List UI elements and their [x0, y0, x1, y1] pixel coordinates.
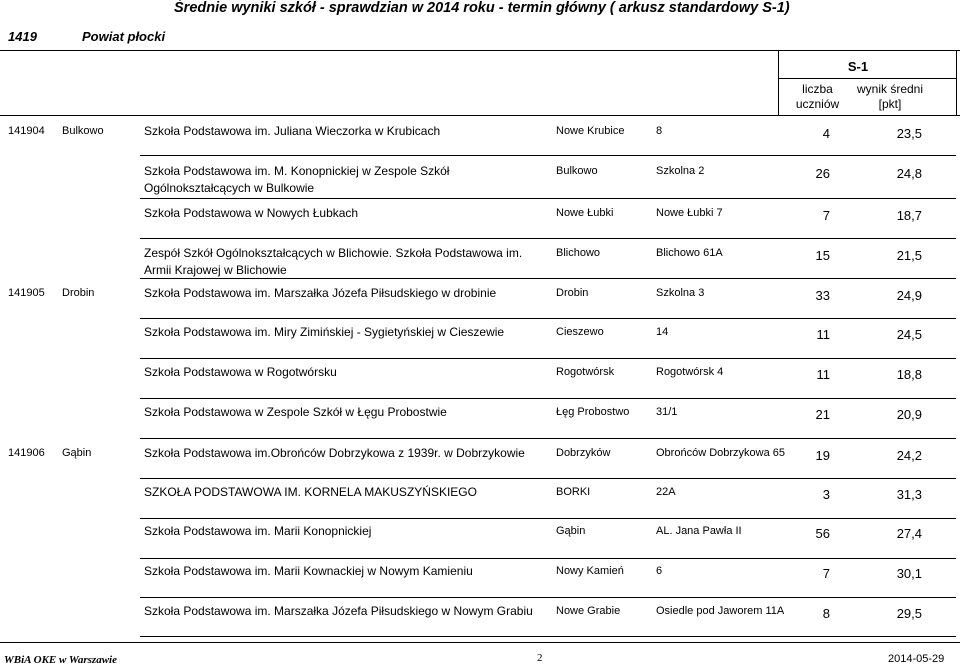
- row-avg: 24,8: [896, 166, 922, 181]
- row-address: 31/1: [656, 406, 678, 418]
- row-code: 141904: [8, 125, 45, 137]
- row-count: 7: [822, 208, 830, 223]
- row-count: 19: [815, 448, 830, 463]
- row-town: Nowe Łubki: [556, 207, 614, 219]
- row-avg: 24,9: [896, 288, 922, 303]
- row-separator: [140, 278, 956, 279]
- row-school: Szkoła Podstawowa im. Marii Kownackiej w Nowym Kamieniu: [144, 564, 473, 578]
- row-address: Obrońców Dobrzykowa 65: [656, 447, 786, 459]
- row-address: Rogotwórsk 4: [656, 366, 724, 378]
- row-count: 8: [822, 606, 830, 621]
- header-right-rule: [956, 50, 957, 115]
- row-separator: [140, 198, 956, 199]
- row-school: Szkoła Podstawowa w Nowych Łubkach: [144, 206, 359, 220]
- row-address: AL. Jana Pawła II: [656, 525, 742, 537]
- row-town: Bulkowo: [556, 165, 598, 177]
- row-town: Cieszewo: [556, 326, 604, 338]
- footer-publisher: WBiA OKE w Warszawie: [4, 654, 117, 666]
- row-separator: [140, 238, 956, 239]
- row-avg: 18,7: [896, 208, 922, 223]
- group-label: S-1: [847, 59, 869, 74]
- row-school: SZKOŁA PODSTAWOWA IM. KORNELA MAKUSZYŃSKIEGO: [144, 485, 477, 499]
- row-count: 3: [822, 487, 830, 502]
- row-address: Szkolna 3: [656, 287, 705, 299]
- row-town: Dobrzyków: [556, 447, 611, 459]
- col-header-avg: wynik średni [pkt]: [856, 82, 924, 111]
- row-address: Osiedle pod Jaworem 11A: [656, 605, 785, 617]
- row-gmina: Gąbin: [62, 447, 92, 459]
- row-count: 11: [816, 367, 830, 382]
- row-avg: 23,5: [896, 126, 922, 141]
- region-code: 1419: [8, 29, 37, 44]
- row-count: 15: [815, 248, 830, 263]
- row-avg: 31,3: [896, 487, 922, 502]
- row-address: Blichowo 61A: [656, 247, 723, 259]
- row-separator: [140, 478, 956, 479]
- row-count: 7: [822, 566, 830, 581]
- row-count: 26: [815, 166, 830, 181]
- row-separator: [140, 636, 956, 637]
- row-count: 56: [815, 526, 830, 541]
- group-rule: [778, 78, 956, 79]
- header-bottom-rule: [0, 115, 960, 116]
- page-number: 2: [537, 652, 543, 664]
- row-town: Gąbin: [556, 525, 586, 537]
- row-code: 141905: [8, 287, 45, 299]
- row-address: 14: [656, 326, 669, 338]
- row-separator: [140, 558, 956, 559]
- row-avg: 29,5: [896, 606, 922, 621]
- footer-rule: [0, 642, 960, 643]
- row-address: 22A: [656, 486, 676, 498]
- row-avg: 27,4: [896, 526, 922, 541]
- row-count: 21: [815, 407, 830, 422]
- row-address: Szkolna 2: [656, 165, 705, 177]
- row-avg: 18,8: [896, 367, 922, 382]
- row-count: 4: [822, 126, 830, 141]
- row-avg: 24,2: [896, 448, 922, 463]
- header-top-rule: [0, 50, 960, 51]
- row-town: Blichowo: [556, 247, 601, 259]
- row-gmina: Drobin: [62, 287, 95, 299]
- row-avg: 24,5: [896, 327, 922, 342]
- row-school: Szkoła Podstawowa w Zespole Szkół w Łęgu Probostwie: [144, 405, 447, 419]
- row-address: Nowe Łubki 7: [656, 207, 723, 219]
- row-school: Szkoła Podstawowa w Rogotwórsku: [144, 365, 337, 379]
- row-town: Nowe Krubice: [556, 125, 625, 137]
- row-separator: [140, 358, 956, 359]
- row-town: BORKI: [556, 486, 591, 498]
- region-name: Powiat płocki: [82, 29, 166, 44]
- page-title: Średnie wyniki szkół - sprawdzian w 2014 roku - termin główny ( arkusz standardowy S-1): [174, 0, 790, 16]
- row-count: 33: [815, 288, 830, 303]
- row-school: Szkoła Podstawowa im. Marszałka Józefa Piłsudskiego w drobinie: [144, 286, 497, 300]
- row-avg: 30,1: [896, 566, 922, 581]
- row-town: Nowy Kamień: [556, 565, 624, 577]
- row-school: Szkoła Podstawowa im.Obrońców Dobrzykowa z 1939r. w Dobrzykowie: [144, 446, 525, 460]
- row-count: 11: [816, 327, 830, 342]
- row-separator: [140, 155, 956, 156]
- row-avg: 20,9: [896, 407, 922, 422]
- row-separator: [140, 438, 956, 439]
- row-town: Łęg Probostwo: [556, 406, 630, 418]
- row-school: Szkoła Podstawowa im. Miry Zimińskiej - Sygietyńskiej w Cieszewie: [144, 325, 505, 339]
- row-school: Szkoła Podstawowa im. Marii Konopnickiej: [144, 524, 372, 538]
- row-school: Szkoła Podstawowa im. Marszałka Józefa Piłsudskiego w Nowym Grabiu: [144, 604, 533, 618]
- row-town: Drobin: [556, 287, 589, 299]
- row-separator: [140, 318, 956, 319]
- row-separator: [140, 597, 956, 598]
- row-address: 6: [656, 565, 663, 577]
- header-left-rule: [778, 50, 779, 115]
- row-school: Szkoła Podstawowa im. Juliana Wieczorka w Krubicach: [144, 124, 441, 138]
- row-code: 141906: [8, 447, 45, 459]
- row-town: Rogotwórsk: [556, 366, 615, 378]
- row-separator: [140, 398, 956, 399]
- row-separator: [140, 518, 956, 519]
- row-avg: 21,5: [896, 248, 922, 263]
- row-gmina: Bulkowo: [62, 125, 104, 137]
- row-town: Nowe Grabie: [556, 605, 621, 617]
- footer-date: 2014-05-29: [888, 653, 945, 665]
- row-school: Zespół Szkół Ogólnokształcących w Blichowie. Szkoła Podstawowa im. Armii Krajowej w Blichowie: [144, 246, 523, 277]
- col-header-count: liczba uczniów: [795, 82, 840, 111]
- row-school: Szkoła Podstawowa im. M. Konopnickiej w Zespole Szkół Ogólnokształcących w Bulkowie: [144, 164, 450, 195]
- row-address: 8: [656, 125, 663, 137]
